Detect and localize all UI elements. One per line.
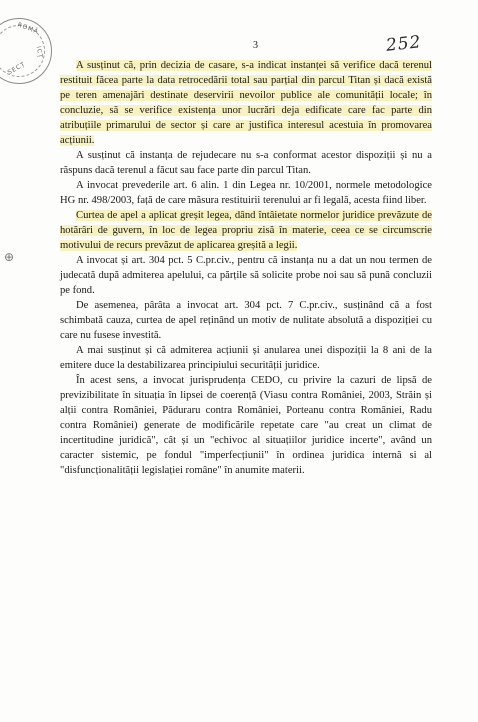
document-body [60,58,432,478]
paragraph: A invocat și art. 304 pct. 5 C.pr.civ., pentru că instanța nu a dat un nou termen de judecată după admiterea apelului, ca părțile să solicite probe noi sau să pună concluzii pe fond. [60,255,432,296]
paragraph: A susținut că, prin decizia de casare, s-a indicat instanței să verifice dacă terenul restituit făcea parte la data retrocedării total sau parțial din parcul Titan și dacă există pe teren amenajări destinate deservirii nevoilor publice ale comunității locale; în concluzie, să se verifice existența unor lucrări deja edificate care fac parte din atribuțiile primarului de sector și care ar justifica interesul acestuia în promovarea acțiunii. [60,60,432,146]
paragraph: A susținut că instanța de rejudecare nu s-a conformat acestor dispoziții și nu a răspuns dacă terenul a făcut sau face parte din parcul Titan. [60,150,432,176]
paragraph: Curtea de apel a aplicat greșit legea, dând întâietate normelor juridice prevăzute de hotărâri de guvern, în loc de legea propriu zisă în materie, ceea ce se circumscrie motivului de recurs prevăzut de aplicarea greșită a legii. [60,210,432,251]
paragraph: În acest sens, a invocat jurisprudența CEDO, cu privire la cazuri de lipsă de previzibilitate în situația în lipsei de coerență (Viasu contra României, 2003, Străin și alții contra României, Păduraru contra României, Porteanu contra României, Radu contra României) generate de modificările repetate care "au creat un climat de incertitudine juridică", cât și un "echivoc al situațiilor juridice incerte", având un caracter sistemic, pe fondul "imperfecțiunii" în ordinea juridica internă si al "disfuncționalității legislației române" în anumite materii. [60,375,432,476]
page-number: 3 [253,40,258,51]
margin-mark: ⊕ [4,250,15,264]
court-seal-stamp: ROMÂ ICȚ SECȚ [0,18,52,84]
paragraph: A invocat prevederile art. 6 alin. 1 din Legea nr. 10/2001, normele metodologice HG nr. 498/2003, față de care măsura restituirii terenului ar fi legală, acesta fiind liber. [60,180,432,206]
paragraph: A mai susținut și că admiterea acțiunii și anularea unei dispoziții la 8 ani de la emitere duce la destabilizarea principiului securității juridice. [60,345,432,371]
paragraph: De asemenea, pârâta a invocat art. 304 pct. 7 C.pr.civ., susținând că a fost schimbată cauza, curtea de apel reținând un motiv de nulitate absolută a dispoziției cu care nu fusese investită. [60,300,432,341]
handwritten-folio-number: 252 [385,32,423,56]
